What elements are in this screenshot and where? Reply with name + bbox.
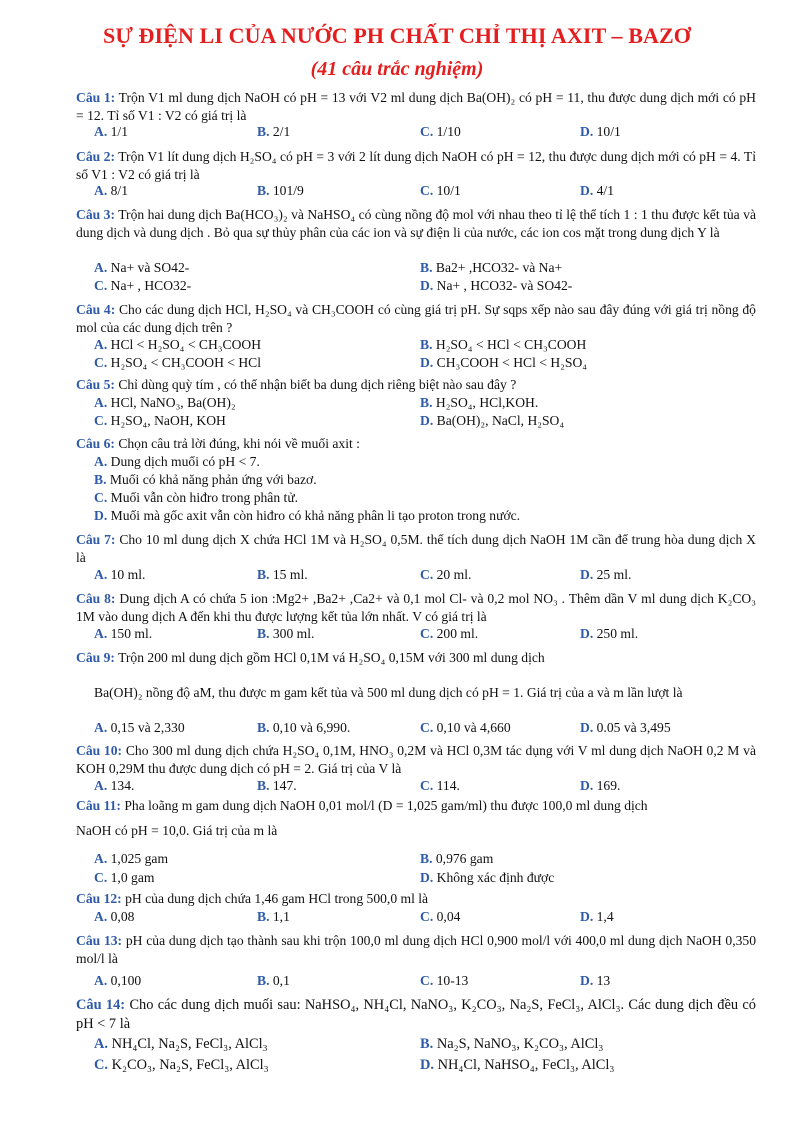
q12-option-d: D. 1,4 xyxy=(580,909,614,924)
q8-option-d: D. 250 ml. xyxy=(580,626,639,641)
q11-option-c: C. 1,0 gam xyxy=(94,870,155,885)
q8-option-b: B. 300 ml. xyxy=(257,626,315,641)
question-number: Câu 1: xyxy=(76,90,116,105)
q5-option-d: D. Ba(OH)₂, NaCl, H₂SO₄ xyxy=(420,413,565,428)
q9-option-b: B. 0,10 và 6,990. xyxy=(257,720,351,735)
q5-option-a: A. HCl, NaNO₃, Ba(OH)₂ xyxy=(94,395,236,410)
question-10: Câu 10: Cho 300 ml dung dịch chứa H₂SO₄ 0,1M, HNO₃ 0,2M và HCl 0,3M tác dụng với V ml dung dịch NaOH 0,2 M và KOH 0,29M thu được dung dịch có pH = 2. Giá trị của V là xyxy=(76,743,756,776)
q14-option-c: C. K₂CO₃, Na₂S, FeCl₃, AlCl₃ xyxy=(94,1057,269,1073)
question-2: Câu 2: Trộn V1 lít dung dịch H₂SO₄ có pH = 3 với 2 lít dung dịch NaOH có pH = 12, thu được dung dịch mới có pH = 4. Tỉ số V1 : V2 có giá trị là xyxy=(76,149,756,182)
q3-option-d: D. Na+ , HCO32- và SO42- xyxy=(420,278,573,293)
q3-option-c: C. Na+ , HCO32- xyxy=(94,278,192,293)
question-3: Câu 3: Trộn hai dung dịch Ba(HCO₃)₂ và NaHSO₄ có cùng nồng độ mol với nhau theo tỉ lệ thể tích 1 : 1 thu được kết tủa và dung dịch và dung dịch . Bỏ qua sự thủy phân của các ion và sự điện li của nước, các ion cos mặt trong dung dịch Y là xyxy=(76,207,756,240)
q10-option-b: B. 147. xyxy=(257,778,297,793)
question-4: Câu 4: Cho các dung dịch HCl, H₂SO₄ và CH₃COOH có cùng giá trị pH. Sự sqps xếp nào sau đây đúng với giá trị nồng độ mol của các dung dịch trên ? xyxy=(76,302,756,335)
q14-option-d: D. NH₄Cl, NaHSO₄, FeCl₃, AlCl₃ xyxy=(420,1057,615,1073)
q1-option-d: D. 10/1 xyxy=(580,124,621,139)
q7-option-c: C. 20 ml. xyxy=(420,567,472,582)
q10-option-c: C. 114. xyxy=(420,778,460,793)
q3-option-a: A. Na+ và SO42- xyxy=(94,260,190,275)
question-5: Câu 5: Chỉ dùng quỳ tím , có thể nhận biết ba dung dịch riêng biệt nào sau đây ? xyxy=(76,377,517,392)
q9-option-c: C. 0,10 và 4,660 xyxy=(420,720,511,735)
question-11: Câu 11: Pha loãng m gam dung dịch NaOH 0,01 mol/l (D = 1,025 gam/ml) thu được 100,0 ml dung dịch xyxy=(76,798,648,813)
q13-option-b: B. 0,1 xyxy=(257,973,290,988)
q13-option-a: A. 0,100 xyxy=(94,973,142,988)
q13-option-d: D. 13 xyxy=(580,973,611,988)
q12-option-c: C. 0,04 xyxy=(420,909,461,924)
question-12: Câu 12: pH của dung dịch chứa 1,46 gam HCl trong 500,0 ml là xyxy=(76,891,429,906)
question-6: Câu 6: Chọn câu trả lời đúng, khi nói về muối axit : xyxy=(76,436,360,451)
q12-option-a: A. 0,08 xyxy=(94,909,135,924)
question-9: Câu 9: Trộn 200 ml dung dịch gồm HCl 0,1M vá H₂SO₄ 0,15M với 300 ml dung dịch xyxy=(76,650,545,665)
question-8: Câu 8: Dung dịch A có chứa 5 ion :Mg2+ ,Ba2+ ,Ca2+ và 0,1 mol Cl- và 0,2 mol NO₃ . Thêm dần V ml dung dịch K₂CO₃ 1M vào dung dịch A đến khi thu được lượng kết tủa lớn nhất. V có giá trị là xyxy=(76,591,756,624)
q4-option-d: D. CH₃COOH < HCl < H₂SO₄ xyxy=(420,355,588,370)
question-text: Trộn V1 ml dung dịch NaOH có pH = 13 với V2 ml dung dịch Ba(OH)₂ có pH = 11, thu được dung dịch mới có pH = 12. Tỉ số V1 : V2 có giá trị là xyxy=(76,90,756,123)
question-9-continued: Ba(OH)₂ nồng độ aM, thu được m gam kết tủa và 500 ml dung dịch có pH = 1. Giá trị của a và m lần lượt là xyxy=(94,685,683,700)
question-7: Câu 7: Cho 10 ml dung dịch X chứa HCl 1M và H₂SO₄ 0,5M. thể tích dung dịch NaOH 1M cần để trung hòa dung dịch X là xyxy=(76,532,756,565)
page-subtitle: (41 câu trắc nghiệm) xyxy=(310,58,484,80)
q6-option-b: B. Muối có khả năng phản ứng với bazơ. xyxy=(94,472,317,487)
q14-option-a: A. NH₄Cl, Na₂S, FeCl₃, AlCl₃ xyxy=(94,1036,268,1052)
question-14: Câu 14: Cho các dung dịch muối sau: NaHSO₄, NH₄Cl, NaNO₃, K₂CO₃, Na₂S, FeCl₃, AlCl₃. Các dung dịch đều có pH < 7 là xyxy=(76,997,756,1032)
q12-option-b: B. 1,1 xyxy=(257,909,290,924)
q1-option-c: C. 1/10 xyxy=(420,124,461,139)
q13-option-c: C. 10-13 xyxy=(420,973,469,988)
q7-option-b: B. 15 ml. xyxy=(257,567,308,582)
q7-option-d: D. 25 ml. xyxy=(580,567,632,582)
q1-option-a: A. 1/1 xyxy=(94,124,128,139)
q11-option-d: D. Không xác định được xyxy=(420,870,555,885)
page-title: SỰ ĐIỆN LI CỦA NƯỚC PH CHẤT CHỈ THỊ AXIT – BAZƠ xyxy=(102,23,691,48)
q10-option-d: D. 169. xyxy=(580,778,621,793)
q4-option-a: A. HCl < H₂SO₄ < CH₃COOH xyxy=(94,337,262,352)
question-13: Câu 13: pH của dung dịch tạo thành sau khi trộn 100,0 ml dung dịch HCl 0,900 mol/l với 400,0 ml dung dịch NaOH 0,350 mol/l là xyxy=(76,933,756,966)
q2-option-c: C. 10/1 xyxy=(420,183,461,198)
q8-option-c: C. 200 ml. xyxy=(420,626,479,641)
q4-option-c: C. H₂SO₄ < CH₃COOH < HCl xyxy=(94,355,262,370)
q10-option-a: A. 134. xyxy=(94,778,135,793)
q2-option-a: A. 8/1 xyxy=(94,183,128,198)
q8-option-a: A. 150 ml. xyxy=(94,626,153,641)
q6-option-c: C. Muối vẫn còn hiđro trong phân tử. xyxy=(94,490,299,505)
q1-option-b: B. 2/1 xyxy=(257,124,291,139)
question-1 xyxy=(76,89,756,124)
q7-option-a: A. 10 ml. xyxy=(94,567,146,582)
q11-option-b: B. 0,976 gam xyxy=(420,851,494,866)
q9-option-a: A. 0,15 và 2,330 xyxy=(94,720,185,735)
q4-option-b: B. H₂SO₄ < HCl < CH₃COOH xyxy=(420,337,587,352)
q2-option-d: D. 4/1 xyxy=(580,183,614,198)
question-11-continued: NaOH có pH = 10,0. Giá trị của m là xyxy=(76,823,278,838)
q14-option-b: B. Na₂S, NaNO₃, K₂CO₃, AlCl₃ xyxy=(420,1036,604,1052)
q9-option-d: D. 0.05 và 3,495 xyxy=(580,720,671,735)
q5-option-c: C. H₂SO₄, NaOH, KOH xyxy=(94,413,226,428)
q2-option-b: B. 101/9 xyxy=(257,183,304,198)
q6-option-a: A. Dung dịch muối có pH < 7. xyxy=(94,454,260,469)
q3-option-b: B. Ba2+ ,HCO32- và Na+ xyxy=(420,260,563,275)
q11-option-a: A. 1,025 gam xyxy=(94,851,169,866)
q6-option-d: D. Muối mà gốc axit vẫn còn hiđro có khả năng phân li tạo proton trong nước. xyxy=(94,508,521,523)
q5-option-b: B. H₂SO₄, HCl,KOH. xyxy=(420,395,539,410)
